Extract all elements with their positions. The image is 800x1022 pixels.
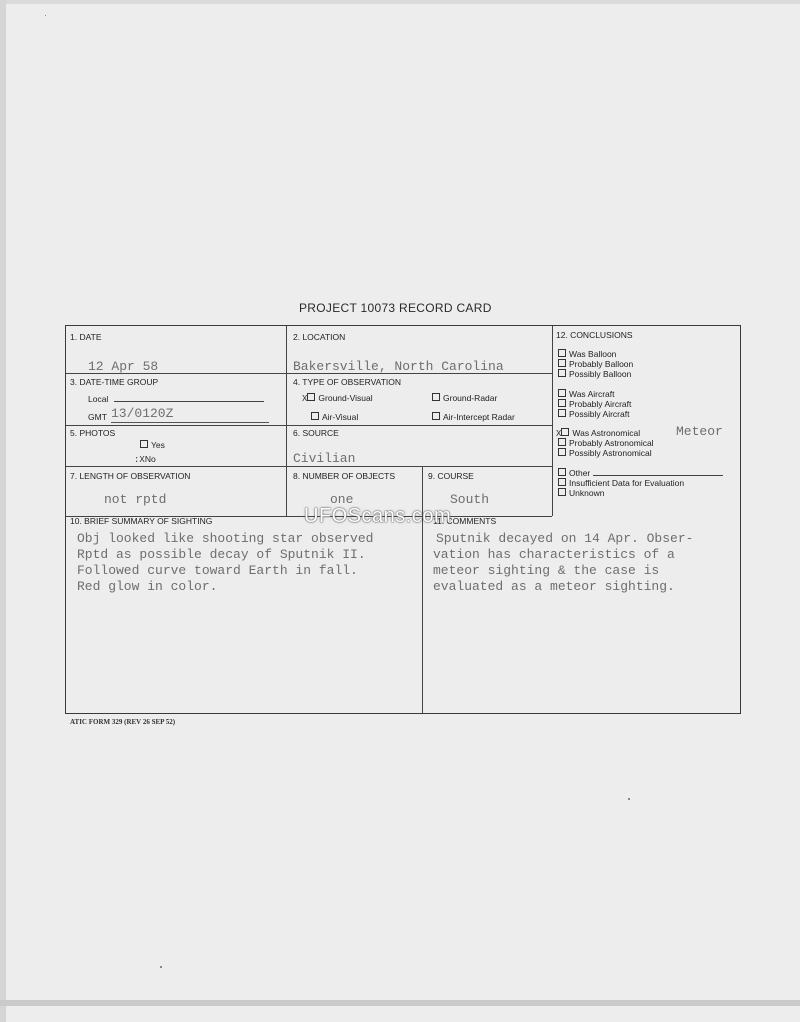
scan-border-bottom (0, 1000, 800, 1006)
local-time-label: Local (88, 394, 109, 404)
date-label: 1. DATE (70, 332, 102, 342)
checkbox-icon (311, 412, 319, 420)
astronomical-mark: X (556, 429, 562, 439)
number-of-objects-value: one (330, 492, 354, 507)
divider (422, 466, 423, 713)
comments-label: 11. COMMENTS (433, 516, 497, 526)
conclusion-item: Possibly Balloon (558, 369, 631, 379)
divider (552, 326, 553, 516)
scan-border-top (0, 0, 800, 4)
air-intercept-radar-option (432, 412, 515, 422)
scan-speck (45, 15, 46, 16)
number-of-objects-label: 8. NUMBER OF OBJECTS (293, 471, 396, 481)
card-title: PROJECT 10073 RECORD CARD (299, 301, 492, 315)
course-label: 9. COURSE (428, 471, 474, 481)
gmt-value: 13/0120Z (111, 406, 174, 421)
brief-summary-line: Rptd as possible decay of Sputnik II. (77, 547, 366, 562)
form-id: ATIC FORM 329 (REV 26 SEP 52) (70, 718, 176, 726)
air-visual-label: Air-Visual (322, 412, 359, 422)
gmt-label: GMT (88, 412, 107, 422)
comments-line: vation has characteristics of a (433, 547, 675, 562)
photos-yes-option (140, 440, 165, 450)
length-of-observation-label: 7. LENGTH OF OBSERVATION (70, 471, 191, 481)
ground-visual-mark: X (302, 394, 308, 404)
divider (286, 326, 287, 516)
ground-radar-label: Ground-Radar (443, 393, 498, 403)
ground-radar-option (432, 393, 497, 403)
location-value: Bakersville, North Carolina (293, 359, 504, 374)
conclusion-item: Possibly Astronomical (558, 448, 652, 458)
brief-summary-line: Red glow in color. (77, 579, 218, 594)
checkbox-icon (558, 409, 566, 417)
watermark: UFOScans.com (304, 505, 452, 527)
checkbox-icon (432, 393, 440, 401)
source-value: Civilian (293, 451, 356, 466)
location-label: 2. LOCATION (293, 332, 346, 342)
scan-speck (628, 798, 630, 800)
brief-summary-line: Followed curve toward Earth in fall. (77, 563, 358, 578)
divider (66, 425, 552, 426)
checkbox-icon (558, 438, 566, 446)
checkbox-icon (558, 478, 566, 486)
air-intercept-radar-label: Air-Intercept Radar (443, 412, 515, 422)
checkbox-icon (558, 488, 566, 496)
date-value: 12 Apr 58 (88, 359, 159, 374)
air-visual-option (311, 412, 358, 422)
conclusion-item: Insufficient Data for Evaluation (558, 478, 684, 488)
checkbox-icon (432, 412, 440, 420)
checkbox-icon (558, 349, 566, 357)
conclusion-item: Probably Aircraft (558, 399, 631, 409)
photos-label: 5. PHOTOS (70, 428, 116, 438)
ground-visual-label: Ground-Visual (318, 393, 373, 403)
date-time-group-label: 3. DATE-TIME GROUP (70, 377, 159, 387)
comments-line: meteor sighting & the case is (433, 563, 660, 578)
conclusion-item: Probably Astronomical (558, 438, 654, 448)
photos-no-option (134, 454, 156, 465)
conclusion-item-selected: X Was Astronomical (556, 428, 641, 439)
local-time-field (88, 394, 264, 404)
checkbox-icon (561, 428, 569, 436)
conclusion-item: Was Aircraft (558, 389, 615, 399)
checkbox-icon (558, 448, 566, 456)
comments-line: evaluated as a meteor sighting. (433, 579, 675, 594)
brief-summary-label: 10. BRIEF SUMMARY OF SIGHTING (70, 516, 213, 526)
conclusion-item: Unknown (558, 488, 604, 498)
conclusion-item: Other (558, 468, 723, 478)
conclusion-item: Probably Balloon (558, 359, 633, 369)
conclusion-item: Possibly Aircraft (558, 409, 629, 419)
brief-summary-line: Obj looked like shooting star observed (77, 531, 374, 546)
checkbox-icon (558, 389, 566, 397)
photos-no-label: No (144, 454, 156, 464)
conclusion-item: Was Balloon (558, 349, 616, 359)
checkbox-icon (140, 440, 148, 448)
checkbox-icon (558, 359, 566, 367)
local-time-blank (114, 401, 264, 402)
scan-speck (160, 966, 162, 968)
ground-visual-option (302, 393, 373, 404)
type-of-observation-label: 4. TYPE OF OBSERVATION (293, 377, 402, 387)
conclusions-label: 12. CONCLUSIONS (556, 330, 633, 340)
photos-no-mark: :X (134, 455, 145, 465)
source-label: 6. SOURCE (293, 428, 339, 438)
divider (66, 466, 552, 467)
astronomical-note: Meteor (676, 424, 723, 439)
checkbox-icon (558, 468, 566, 476)
comments-line: Sputnik decayed on 14 Apr. Obser- (436, 531, 694, 546)
other-blank (593, 475, 723, 476)
photos-yes-label: Yes (151, 440, 165, 450)
checkbox-icon (307, 393, 315, 401)
length-of-observation-value: not rptd (104, 492, 167, 507)
checkbox-icon (558, 399, 566, 407)
scan-border-left (0, 0, 6, 1022)
gmt-underline (111, 422, 269, 423)
course-value: South (450, 492, 490, 507)
checkbox-icon (558, 369, 566, 377)
